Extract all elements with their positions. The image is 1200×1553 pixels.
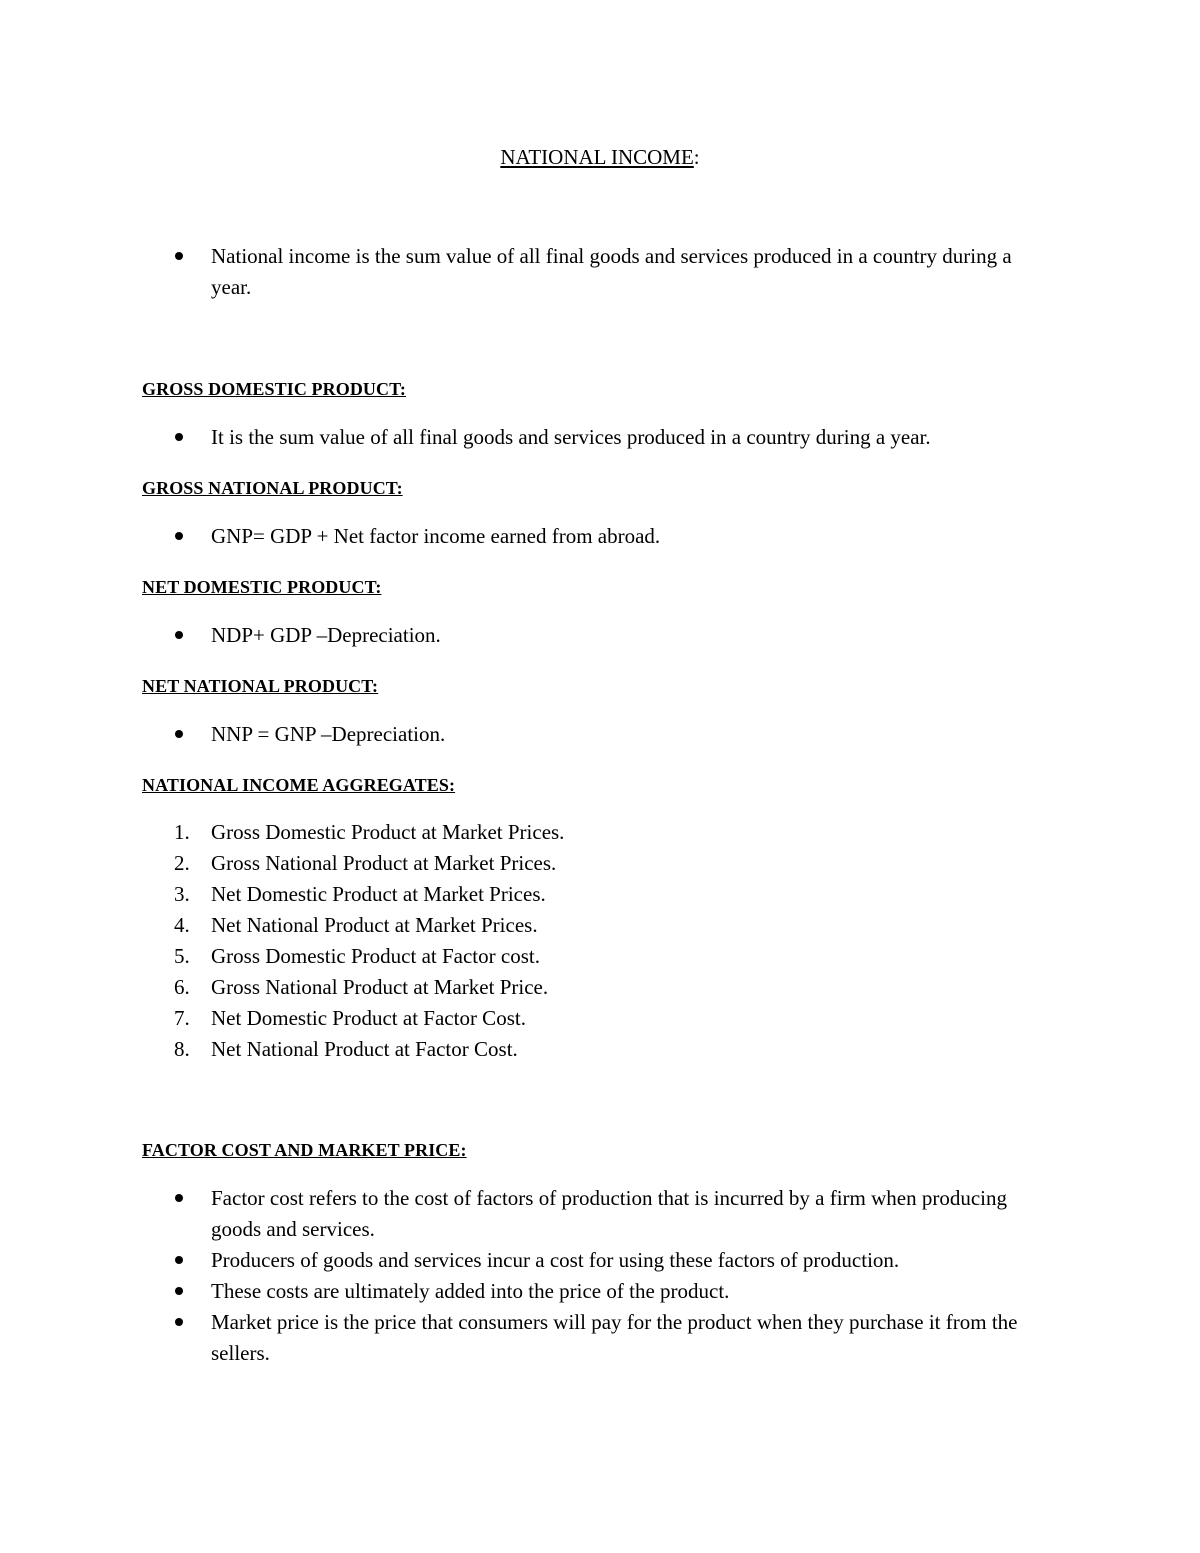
list-item — [0, 848, 1051, 879]
section-heading-ndp: NET DOMESTIC PRODUCT: — [142, 577, 382, 597]
list-item: GNP= GDP + Net factor income earned from abroad. — [0, 521, 1051, 552]
list-text: Net National Product at Factor Cost. — [211, 1037, 518, 1061]
list-item: Market price is the price that consumers will pay for the product when they purchase it from the sellers. — [0, 1307, 1051, 1369]
aggregates-heading: NATIONAL INCOME AGGREGATES: — [142, 775, 456, 795]
list-item: These costs are ultimately added into the price of the product. — [0, 1276, 1051, 1307]
list-text: Gross Domestic Product at Factor cost. — [211, 944, 540, 968]
list-text: Gross National Product at Market Price. — [211, 975, 549, 999]
list-text: Net National Product at Market Prices. — [211, 913, 538, 937]
factor-heading: FACTOR COST AND MARKET PRICE: — [142, 1140, 467, 1160]
list-item: It is the sum value of all final goods and services produced in a country during a year. — [0, 422, 1051, 453]
list-number: 2. — [174, 851, 190, 875]
list-number: 3. — [174, 882, 190, 906]
list-number: 7. — [174, 1006, 190, 1030]
factor-list — [0, 1183, 1051, 1369]
intro-bullet: National income is the sum value of all final goods and services produced in a country during a year. — [0, 241, 1051, 303]
section-heading-gnp: GROSS NATIONAL PRODUCT: — [142, 478, 403, 498]
section-list-nnp — [0, 719, 1051, 750]
section-heading-gdp: GROSS DOMESTIC PRODUCT: — [142, 379, 406, 399]
list-text: Net Domestic Product at Market Prices. — [211, 882, 546, 906]
list-item — [0, 879, 1051, 910]
list-item — [0, 941, 1051, 972]
list-number: 4. — [174, 913, 190, 937]
page-title — [0, 143, 1200, 171]
list-item — [0, 910, 1051, 941]
section-heading-nnp: NET NATIONAL PRODUCT: — [142, 676, 379, 696]
list-item: Factor cost refers to the cost of factors of production that is incurred by a firm when producing goods and services. — [0, 1183, 1051, 1245]
list-number: 1. — [174, 820, 190, 844]
list-text: Gross National Product at Market Prices. — [211, 851, 557, 875]
page-title-colon: : — [693, 145, 700, 169]
list-item — [0, 1034, 1051, 1065]
list-number: 6. — [174, 975, 190, 999]
section-list-gnp — [0, 521, 1051, 552]
list-item — [0, 1003, 1051, 1034]
list-item: NDP+ GDP –Depreciation. — [0, 620, 1051, 651]
list-item — [0, 972, 1051, 1003]
list-text: Gross Domestic Product at Market Prices. — [211, 820, 565, 844]
aggregates-list — [0, 817, 1051, 1065]
list-number: 8. — [174, 1037, 190, 1061]
page-title-text: NATIONAL INCOME — [500, 145, 694, 169]
list-item — [0, 817, 1051, 848]
list-number: 5. — [174, 944, 190, 968]
list-item: NNP = GNP –Depreciation. — [0, 719, 1051, 750]
section-list-gdp — [0, 422, 1051, 453]
section-list-ndp — [0, 620, 1051, 651]
list-text: Net Domestic Product at Factor Cost. — [211, 1006, 526, 1030]
list-item: Producers of goods and services incur a cost for using these factors of production. — [0, 1245, 1051, 1276]
intro-list — [0, 241, 1051, 303]
